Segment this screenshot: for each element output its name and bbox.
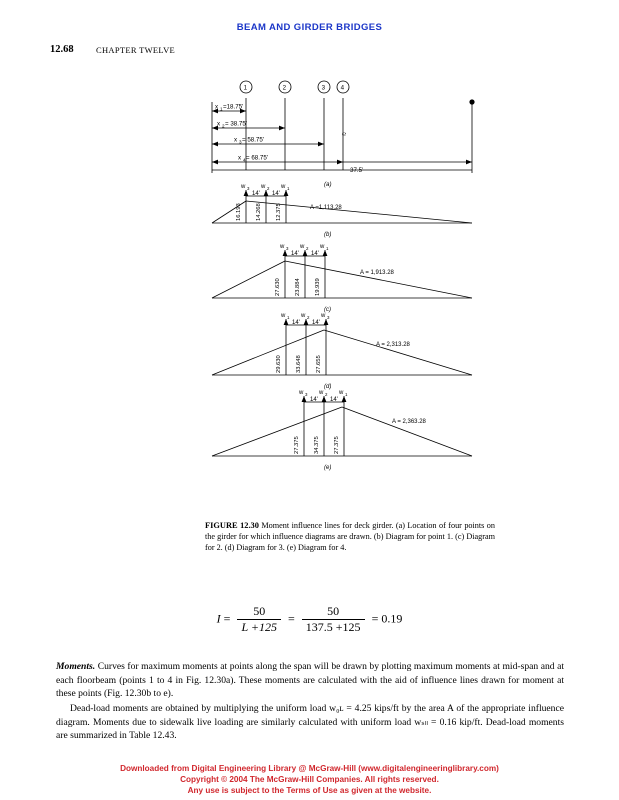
svg-text:w: w [281,184,286,190]
equation-result: 0.19 [381,611,403,626]
svg-text:=18.75': =18.75' [223,103,244,111]
svg-text:3: 3 [239,139,242,145]
svg-text:14': 14' [330,397,338,403]
svg-text:w: w [319,390,324,396]
footer-line-3: Any use is subject to the Terms of Use as given at the website. [187,786,432,795]
svg-text:w: w [339,390,344,396]
svg-text:27.655: 27.655 [316,355,322,373]
svg-text:4: 4 [340,84,345,92]
footer-line-1: Downloaded from Digital Engineering Library @ McGraw-Hill (www.digitalengineeringlibrary.com) [120,764,499,773]
equation-equals-1: = [223,611,231,626]
svg-text:2: 2 [325,391,328,397]
svg-text:14': 14' [312,320,320,326]
figure-12-30 [200,78,490,518]
svg-text:3: 3 [305,391,308,397]
paragraph-dead-load-text: Dead-load moments are obtained by multiplying the uniform load w₀ʟ = 4.25 kips/ft by the area A of the appropriate influence diagram. Moments due to sidewalk live loading are similarly calculated with uniform load wₛₗₗ = 0.16 kip/ft. Dead-load moments are summarized in Table 12.43. [56,703,564,742]
svg-text:14': 14' [292,320,300,326]
svg-text:1: 1 [326,245,329,251]
svg-text:w: w [261,184,266,190]
svg-text:34.375: 34.375 [314,436,320,454]
figure-number: FIGURE 12.30 [205,521,259,530]
svg-text:2: 2 [307,314,310,320]
svg-text:w: w [280,244,285,250]
equation-den-1: L +125 [241,620,277,634]
svg-text:w: w [301,313,306,319]
running-head: BEAM AND GIRDER BRIDGES [236,22,383,33]
equation-num-2: 50 [302,604,365,620]
svg-text:37.5': 37.5' [350,167,364,174]
svg-text:2: 2 [267,185,270,191]
paragraph-moments [56,660,564,701]
equation-fraction-2 [302,604,365,635]
svg-text:= 68.75': = 68.75' [246,154,268,162]
equation-fraction-1 [237,604,281,635]
svg-text:(e): (e) [324,465,332,471]
svg-text:3: 3 [321,84,326,92]
svg-text:14.268: 14.268 [256,203,262,221]
svg-text:(d): (d) [324,384,332,390]
svg-text:(c): (c) [324,307,331,313]
equation-equals-3: = [371,611,379,626]
svg-text:x: x [215,103,219,111]
equation-equals-2: = [288,611,295,626]
svg-text:2: 2 [306,245,309,251]
svg-text:A = 1,913.28: A = 1,913.28 [360,270,394,276]
equation-den-2: 137.5 +125 [305,620,361,634]
svg-text:27.375: 27.375 [294,436,300,454]
svg-text:w: w [320,244,325,250]
equation-num-1: 50 [237,604,281,620]
svg-text:29.630: 29.630 [276,355,282,373]
chapter-label: CHAPTER TWELVE [96,45,176,55]
svg-text:27.375: 27.375 [334,436,340,454]
svg-text:1: 1 [287,314,290,320]
svg-text:1: 1 [287,185,290,191]
svg-text:x: x [238,154,242,162]
figure-caption-text: Moment influence lines for deck girder. (a) Location of four points on the girder for which influence diagrams are drawn. (b) Diagram for point 1. (c) Diagram for 2. (d) Diagram for 3. (e) Diagram for 4. [205,521,495,552]
svg-text:w: w [281,313,286,319]
svg-text:14': 14' [311,251,319,257]
paragraph-lead-moments: Moments. [56,661,96,672]
svg-text:14': 14' [252,191,260,197]
svg-text:23.884: 23.884 [295,278,301,296]
svg-text:1: 1 [220,106,223,112]
paragraph-moments-text: Curves for maximum moments at points along the span will be drawn by plotting maximum moments at mid-span and at each floorbeam (points 1 to 4 in Fig. 12.30a). These moments are calculated with the aid of influence lines drawn for moment at these points (Fig. 12.30b to e). [56,661,564,700]
svg-text:(a): (a) [324,181,332,188]
svg-text:3: 3 [247,185,250,191]
svg-text:3: 3 [327,314,330,320]
svg-text:(b): (b) [324,232,332,238]
svg-text:= 58.75': = 58.75' [242,136,264,144]
svg-text:℮: ℮ [342,131,347,138]
footer-line-2: Copyright © 2004 The McGraw-Hill Companies. All rights reserved. [180,775,439,784]
svg-text:3: 3 [286,245,289,251]
svg-text:x: x [234,136,238,144]
svg-text:19.939: 19.939 [315,278,321,296]
svg-text:16.193: 16.193 [236,203,242,221]
svg-text:A =1,113.28: A =1,113.28 [310,205,342,211]
equation-lhs: I [216,611,221,626]
figure-caption [205,520,495,553]
svg-text:27.630: 27.630 [275,278,281,296]
paragraph-dead-load [56,702,564,743]
svg-text:4: 4 [243,157,246,163]
svg-text:w: w [241,184,246,190]
svg-text:= 38.75': = 38.75' [225,120,247,128]
svg-text:w: w [300,244,305,250]
svg-text:A = 2,363.28: A = 2,363.28 [392,419,426,425]
svg-text:12.375: 12.375 [276,203,282,221]
svg-text:w: w [299,390,304,396]
svg-text:1: 1 [243,84,248,92]
svg-text:33.648: 33.648 [296,355,302,373]
svg-text:w: w [321,313,326,319]
page-folio: 12.68 [50,44,74,55]
svg-text:14': 14' [272,191,280,197]
svg-text:2: 2 [222,123,225,129]
svg-text:A = 2,313.28: A = 2,313.28 [376,342,410,348]
svg-text:2: 2 [282,84,287,92]
svg-text:x: x [217,120,221,128]
svg-text:14': 14' [310,397,318,403]
equation-influence-factor [0,604,619,635]
svg-text:14': 14' [291,251,299,257]
svg-text:1: 1 [345,391,348,397]
